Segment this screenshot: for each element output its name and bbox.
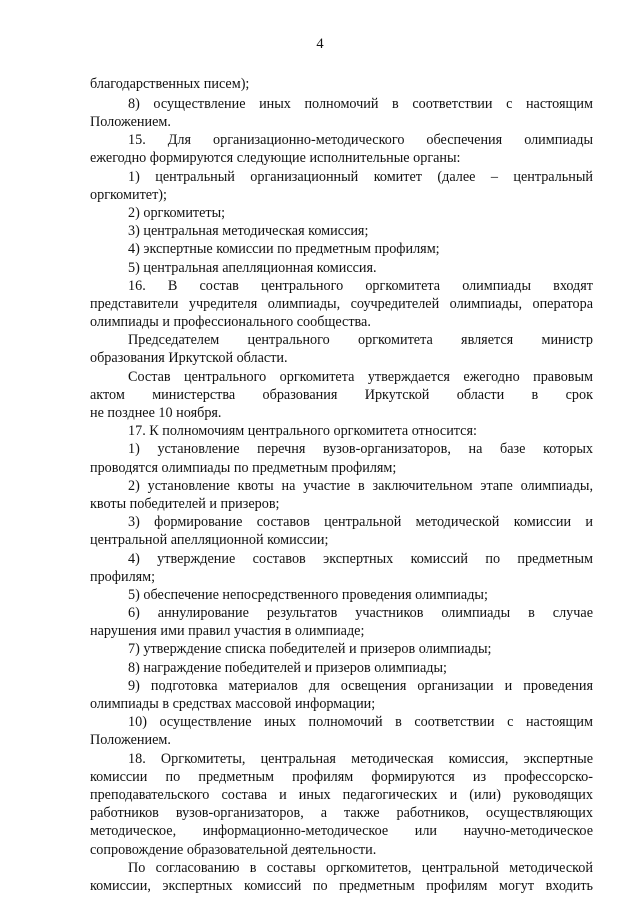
text-line: 4) утверждение составов экспертных комиссий по предметным — [128, 551, 593, 567]
text-line: 10) осуществление иных полномочий в соответствии с настоящим — [128, 714, 593, 730]
text-line: Положением. — [90, 732, 171, 748]
text-line: оргкомитет); — [90, 187, 167, 203]
text-line: преподавательского состава и иных педагогических и (или) руководящих — [90, 787, 593, 803]
text-line: 5) обеспечение непосредственного проведения олимпиады; — [128, 587, 488, 603]
text-line: олимпиады в средствах массовой информации; — [90, 696, 376, 712]
text-line: 18. Оргкомитеты, центральная методическая комиссия, экспертные — [128, 751, 593, 767]
text-line: представители учредителя олимпиады, соучредителей олимпиады, оператора — [90, 296, 593, 312]
text-line: нарушения ими правил участия в олимпиаде; — [90, 623, 365, 639]
text-line: Положением. — [90, 114, 171, 130]
text-line: комиссии, экспертных комиссий по предметным профилям могут входить — [90, 878, 593, 894]
text-line: ежегодно формируются следующие исполнительные органы: — [90, 150, 461, 166]
text-line: методическое, информационно-методическое или научно-методическое — [90, 823, 593, 839]
text-line: олимпиады и профессионального сообщества. — [90, 314, 371, 330]
text-line: не позднее 10 ноября. — [90, 405, 222, 421]
text-line: 2) установление квоты на участие в заключительном этапе олимпиады, — [128, 478, 593, 494]
text-line: 1) центральный организационный комитет (далее – центральный — [128, 169, 593, 185]
text-line: По согласованию в составы оргкомитетов, центральной методической — [128, 860, 593, 876]
text-line: Состав центрального оргкомитета утверждается ежегодно правовым — [128, 369, 593, 385]
text-line: 7) утверждение списка победителей и призеров олимпиады; — [128, 641, 492, 657]
text-line: 16. В состав центрального оргкомитета олимпиады входят — [128, 278, 593, 294]
page-number: 4 — [316, 36, 324, 52]
text-line: актом министерства образования Иркутской области в срок — [90, 387, 593, 403]
text-line: 15. Для организационно-методического обеспечения олимпиады — [128, 132, 593, 148]
text-line: 8) награждение победителей и призеров олимпиады; — [128, 660, 447, 676]
text-line: 9) подготовка материалов для освещения организации и проведения — [128, 678, 593, 694]
text-line: центральной апелляционной комиссии; — [90, 532, 329, 548]
text-line: 5) центральная апелляционная комиссия. — [128, 260, 377, 276]
text-line: 6) аннулирование результатов участников олимпиады в случае — [128, 605, 593, 621]
text-line: Председателем центрального оргкомитета является министр — [128, 332, 593, 348]
text-line: 2) оргкомитеты; — [128, 205, 226, 221]
text-line: 3) центральная методическая комиссия; — [128, 223, 369, 239]
text-line: благодарственных писем); — [90, 76, 250, 92]
text-line: квоты победителей и призеров; — [90, 496, 280, 512]
text-line: 3) формирование составов центральной методической комиссии и — [128, 514, 593, 530]
text-line: работников вузов-организаторов, а также работников, осуществляющих — [90, 805, 593, 821]
text-line: комиссии по предметным профилям формируются из профессорско- — [90, 769, 593, 785]
text-line: 8) осуществление иных полномочий в соответствии с настоящим — [128, 96, 593, 112]
text-line: 17. К полномочиям центрального оргкомитета относится: — [128, 423, 477, 439]
text-line: 1) установление перечня вузов-организаторов, на базе которых — [128, 441, 593, 457]
text-line: профилям; — [90, 569, 156, 585]
text-line: сопровождение образовательной деятельности. — [90, 842, 377, 858]
text-line: проводятся олимпиады по предметным профилям; — [90, 460, 397, 476]
text-line: 4) экспертные комиссии по предметным профилям; — [128, 241, 440, 257]
text-line: образования Иркутской области. — [90, 350, 288, 366]
